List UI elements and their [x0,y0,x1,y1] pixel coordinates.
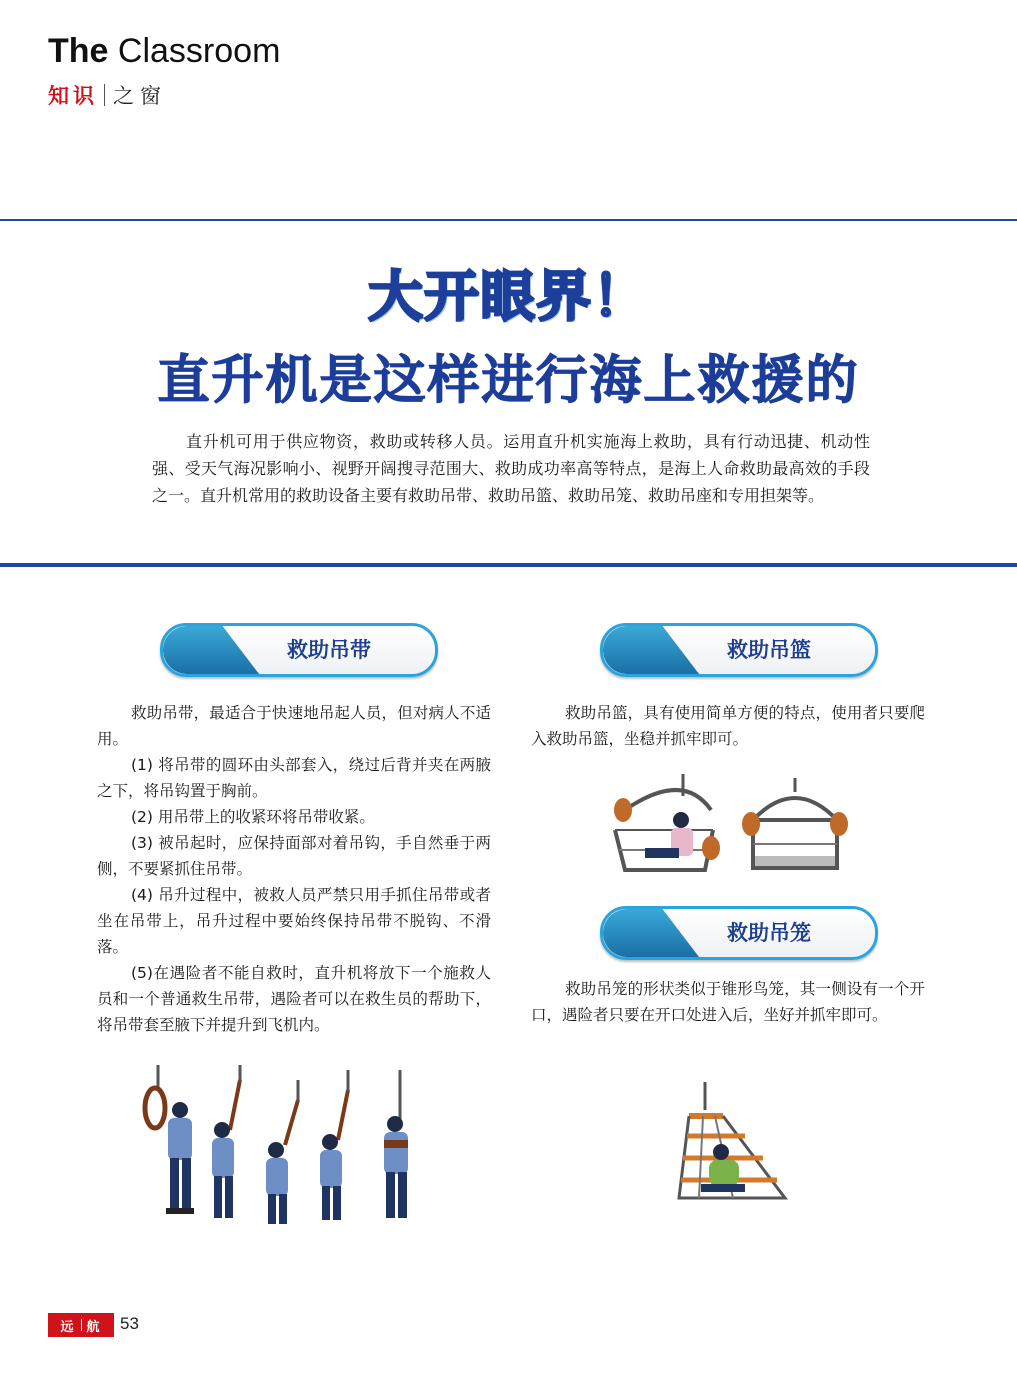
top-rule [0,219,1017,221]
magazine-logo-left: 远 [60,1319,76,1335]
cage-text [531,976,925,1028]
sling-paragraph: (3) 被吊起时，应保持面部对着吊钩，手自然垂于两侧，不要紧抓住吊带。 [97,834,491,878]
headline-title: 直升机是这样进行海上救援的 [157,351,860,411]
basket-paragraph: 救助吊篮，具有使用简单方便的特点，使用者只要爬入救助吊篮，坐稳并抓牢即可。 [531,704,925,748]
magazine-logo-right: 航 [86,1319,102,1335]
figure-illustration [145,1065,194,1214]
sling-text [97,700,491,1038]
cage-illustration [675,1080,790,1210]
section-badge-label: 救助吊带 [287,638,371,662]
sling-paragraph: (2) 用吊带上的收紧环将吊带收紧。 [131,808,375,826]
column-divider [104,84,105,106]
basket-text [531,700,925,752]
basket-with-person [614,774,720,870]
column-name-black: 之窗 [113,84,167,108]
sling-paragraph: (1) 将吊带的圆环由头部套入，绕过后背并夹在两腋之下，将吊钩置于胸前。 [97,756,491,800]
column-name [48,80,167,110]
cage-paragraph: 救助吊笼的形状类似于锥形鸟笼，其一侧设有一个开口，遇险者只要在开口处进入后，坐好并抓牢即可。 [531,980,925,1024]
figure-illustration [384,1070,408,1218]
empty-basket [742,778,848,868]
sling-paragraph: 救助吊带，最适合于快速地吊起人员，但对病人不适用。 [97,704,491,748]
sling-paragraph: (5)在遇险者不能自救时，直升机将放下一个施救人员和一个普通救生吊带，遇险者可以在救生员的帮助下，将吊带套至腋下并提升到飞机内。 [97,964,491,1034]
section-badge-basket [600,623,878,677]
magazine-logo [48,1313,114,1337]
basket-illustration [605,770,850,880]
section-badge-cage [600,906,878,960]
headline-kicker: 大开眼界！ [368,265,649,328]
section-badge-label: 救助吊笼 [727,921,811,945]
sling-illustration [130,1060,430,1230]
magazine-brand [48,32,280,71]
figure-illustration [266,1080,298,1224]
figure-illustration [212,1065,240,1218]
figure-illustration [320,1070,348,1220]
section-badge-label: 救助吊篮 [727,638,811,662]
intro-paragraph: 直升机可用于供应物资，救助或转移人员。运用直升机实施海上救助，具有行动迅捷、机动性强、受天气海况影响小、视野开阔搜寻范围大、救助成功率高等特点，是海上人命救助最高效的手段之一。直升机常用的救助设备主要有救助吊带、救助吊篮、救助吊笼、救助吊座和专用担架等。 [152,432,870,505]
sling-paragraph: (4) 吊升过程中，被救人员严禁只用手抓住吊带或者坐在吊带上，吊升过程中要始终保持吊带不脱钩、不滑落。 [97,886,491,956]
logo-divider [81,1319,82,1331]
brand-classroom: Classroom [117,32,281,70]
column-name-red: 知识 [48,84,98,108]
section-rule [0,563,1017,567]
brand-the: The [48,32,109,70]
section-badge-sling [160,623,438,677]
page-number: 53 [120,1314,139,1333]
